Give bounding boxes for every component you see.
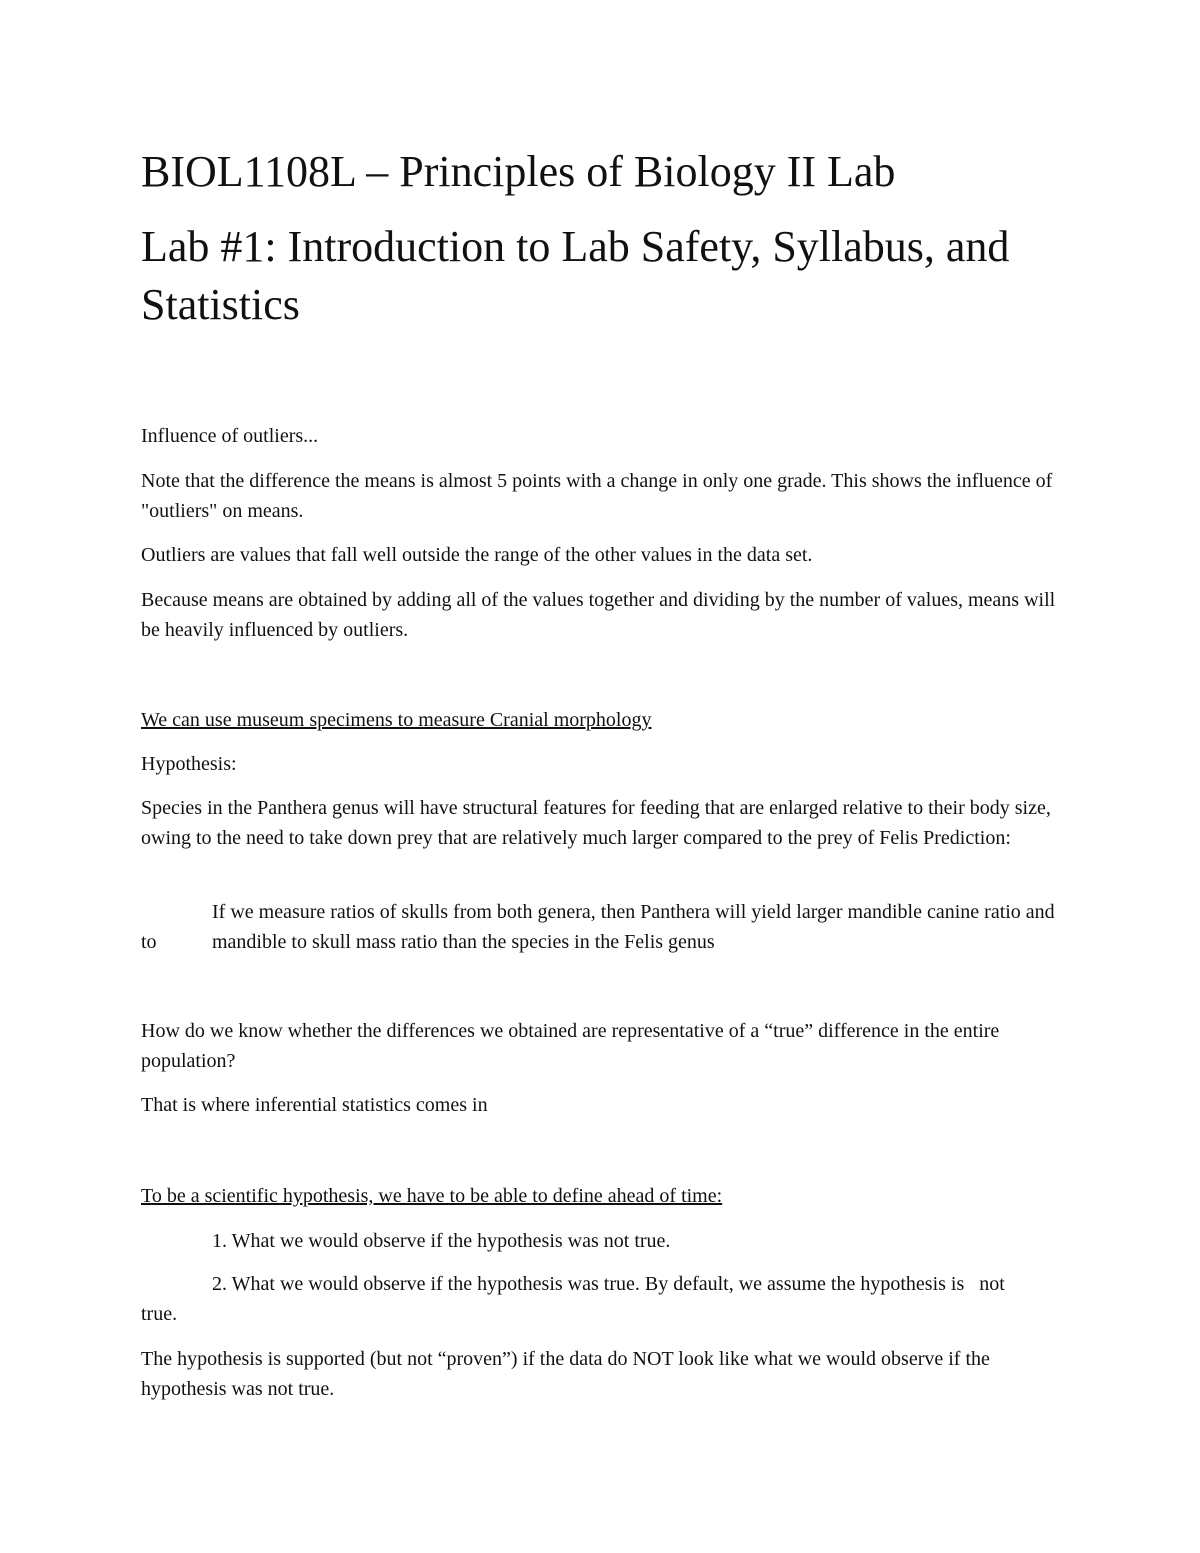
outliers-paragraph-3: Because means are obtained by adding all of the values together and dividing by the number of values, means will be heavily influenced by outliers.: [141, 589, 1056, 641]
inferential-question: How do we know whether the differences we obtained are representative of a “true” difference in the entire population?: [141, 1020, 1000, 1072]
list-item-2: 2. What we would observe if the hypothesis was true. By default, we assume the hypothesis is not true.: [141, 1273, 1010, 1325]
prediction-text: If we measure ratios of skulls from both genera, then Panthera will yield larger mandible canine ratio and mandible to skull mass ratio than the species in the Felis genus: [212, 901, 1055, 953]
outliers-paragraph-2: Outliers are values that fall well outside the range of the other values in the data set.: [141, 544, 813, 566]
prediction-to-label: to: [141, 931, 157, 953]
hypothesis-text: Species in the Panthera genus will have structural features for feeding that are enlarged relative to their body size, owing to the need to take down prey that are relatively much larger compared to the prey of Felis Prediction:: [141, 797, 1051, 849]
hypothesis-label: Hypothesis:: [141, 753, 237, 775]
outliers-paragraph-1: Note that the difference the means is almost 5 points with a change in only one grade. This shows the influence of "outliers" on means.: [141, 470, 1053, 522]
inferential-answer: That is where inferential statistics comes in: [141, 1094, 488, 1116]
list-item-1: 1. What we would observe if the hypothesis was not true.: [212, 1230, 671, 1252]
course-title: BIOL1108L – Principles of Biology II Lab: [141, 147, 896, 196]
cranial-heading: We can use museum specimens to measure Cranial morphology: [141, 709, 652, 731]
scientific-hypothesis-heading: To be a scientific hypothesis, we have to be able to define ahead of time:: [141, 1185, 723, 1207]
lab-title: Lab #1: Introduction to Lab Safety, Syllabus, and Statistics: [141, 222, 1010, 329]
scientific-conclusion: The hypothesis is supported (but not “proven”) if the data do NOT look like what we would observe if the hypothesis was not true.: [141, 1348, 990, 1400]
outliers-heading: Influence of outliers...: [141, 425, 319, 447]
